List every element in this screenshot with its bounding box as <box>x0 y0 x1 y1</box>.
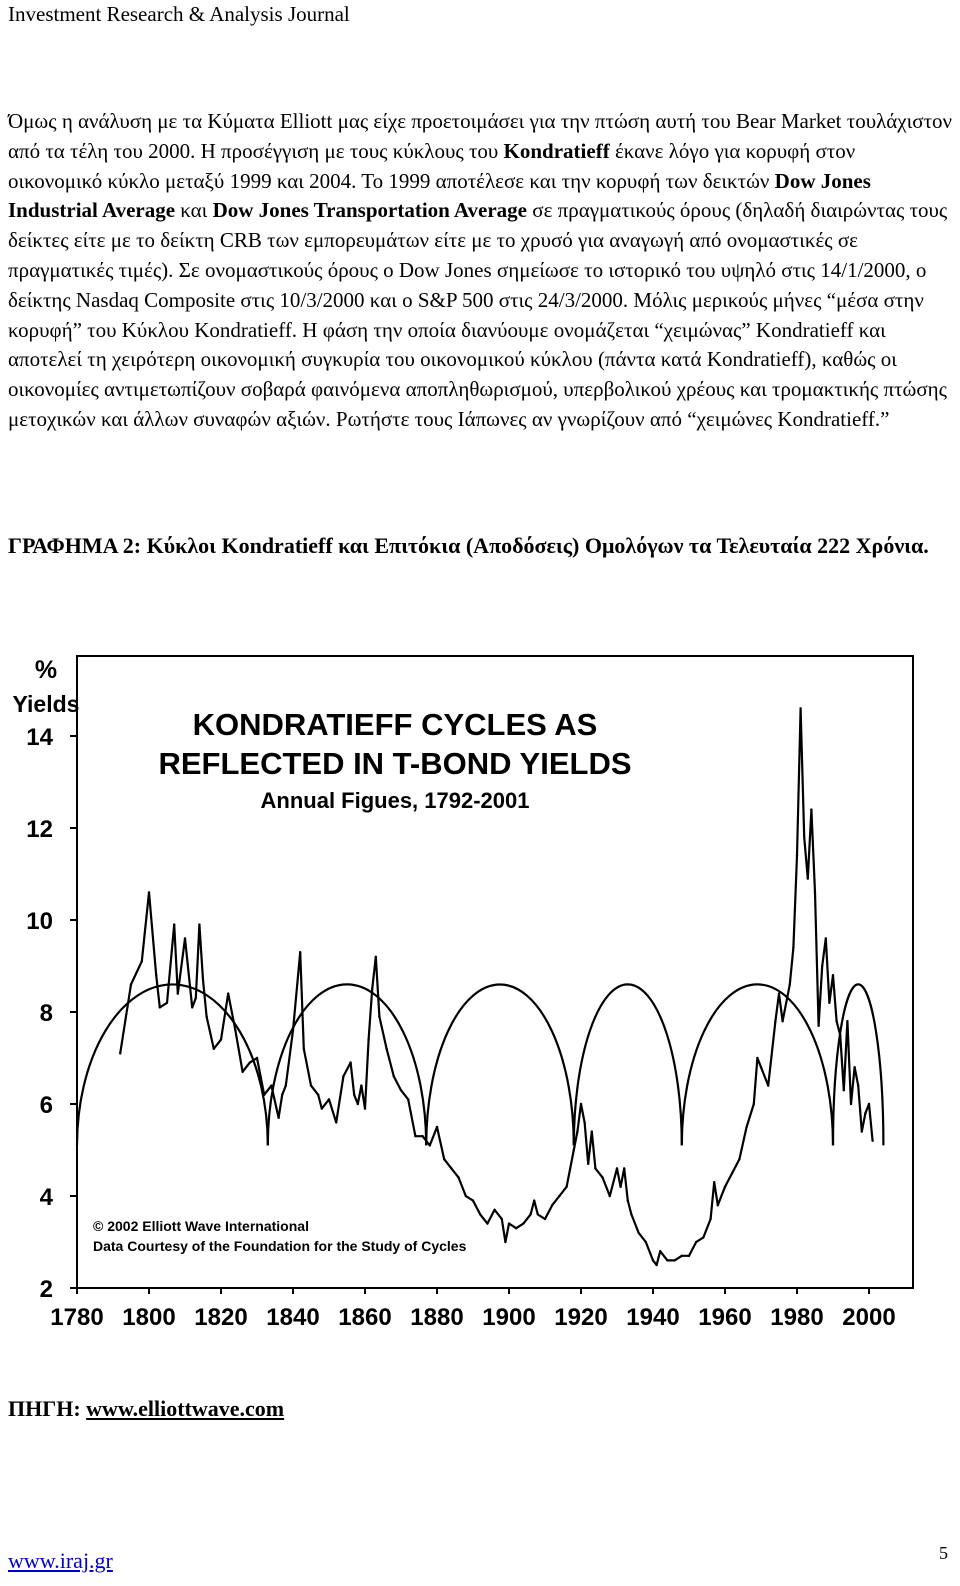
tbond-yield-point <box>623 1167 625 1169</box>
tbond-yield-point <box>342 1075 344 1077</box>
tbond-yield-point <box>846 1020 848 1022</box>
tbond-yield-point <box>843 1089 845 1091</box>
tbond-yield-point <box>515 1227 517 1229</box>
bold-djta: Dow Jones Transportation Average <box>212 198 527 223</box>
tbond-yield-point <box>659 1250 661 1252</box>
tbond-yield-point <box>861 1130 863 1132</box>
tbond-yield-point <box>871 1140 873 1142</box>
tbond-yield-point <box>673 1259 675 1261</box>
x-tick-label: 1960 <box>698 1304 752 1331</box>
tbond-yield-point <box>270 1084 272 1086</box>
tbond-yield-point <box>263 1094 265 1096</box>
tbond-yield-point <box>619 1186 621 1188</box>
tbond-yield-point <box>717 1204 719 1206</box>
tbond-yield-point <box>616 1167 618 1169</box>
tbond-yield-point <box>375 956 377 958</box>
tbond-yield-point <box>195 997 197 999</box>
tbond-yield-point <box>799 707 801 709</box>
tbond-yield-point <box>335 1121 337 1123</box>
tbond-yield-point <box>202 979 204 981</box>
chart-title-line-2: REFLECTED IN T-BOND YIELDS <box>158 746 632 781</box>
tbond-yield-point <box>580 1103 582 1105</box>
tbond-yield-point <box>159 1006 161 1008</box>
tbond-yield-point <box>835 1020 837 1022</box>
y-tick-label: 8 <box>39 1000 53 1027</box>
paragraph-text-1: Όμως η ανάλυση με τα Κύματα Elliott μας είχε προετοιμάσει για την πτώση αυτή του Bear Market τουλάχιστον από τα τέλη του 2000. Η προσέγγιση με τους κύκλους του <box>8 109 953 163</box>
tbond-yield-point <box>130 983 132 985</box>
tbond-yield-point <box>371 988 373 990</box>
y-tick-label: 14 <box>26 724 53 751</box>
chart-container <box>0 640 960 1345</box>
tbond-yield-point <box>573 1149 575 1151</box>
tbond-yield-point <box>558 1195 560 1197</box>
chart-credit-line-1: © 2002 Elliott Wave International <box>93 1218 309 1234</box>
tbond-yield-point <box>709 1218 711 1220</box>
tbond-yield-point <box>414 1135 416 1137</box>
tbond-yield-point <box>385 1048 387 1050</box>
tbond-yield-point <box>828 1002 830 1004</box>
tbond-yield-point <box>760 1066 762 1068</box>
tbond-yield-point <box>767 1084 769 1086</box>
tbond-yield-point <box>630 1213 632 1215</box>
tbond-yield-point <box>184 937 186 939</box>
tbond-yield-point <box>807 877 809 879</box>
x-tick-label: 1860 <box>338 1304 392 1331</box>
x-tick-label: 2000 <box>842 1304 896 1331</box>
source-line <box>8 1396 284 1422</box>
tbond-yield-point <box>803 836 805 838</box>
tbond-yield-point <box>400 1089 402 1091</box>
tbond-yield-point <box>407 1098 409 1100</box>
chart-credit-line-2: Data Courtesy of the Foundation for the Study of Cycles <box>93 1238 467 1254</box>
tbond-yield-point <box>321 1107 323 1109</box>
tbond-yield-point <box>504 1241 506 1243</box>
tbond-yield-point <box>378 1015 380 1017</box>
tbond-yield-point <box>569 1167 571 1169</box>
tbond-yield-point <box>173 923 175 925</box>
tbond-yield-point <box>443 1158 445 1160</box>
tbond-yield-point <box>645 1241 647 1243</box>
tbond-yield-point <box>493 1209 495 1211</box>
x-tick-label: 1900 <box>482 1304 536 1331</box>
tbond-yield-point <box>702 1236 704 1238</box>
tbond-yield-point <box>281 1094 283 1096</box>
tbond-yield-point <box>119 1052 121 1054</box>
body-paragraph <box>8 107 952 435</box>
tbond-yield-point <box>234 1029 236 1031</box>
x-tick-label: 1880 <box>410 1304 464 1331</box>
tbond-yield-point <box>457 1176 459 1178</box>
tbond-yield-point <box>249 1061 251 1063</box>
tbond-yield-point <box>529 1213 531 1215</box>
tbond-yield-point <box>349 1061 351 1063</box>
tbond-yield-point <box>328 1098 330 1100</box>
tbond-yield-point <box>429 1144 431 1146</box>
tbond-yield-point <box>166 1002 168 1004</box>
tbond-yield-point <box>731 1172 733 1174</box>
tbond-yield-point <box>853 1066 855 1068</box>
tbond-yield-point <box>537 1213 539 1215</box>
tbond-yield-point <box>756 1057 758 1059</box>
tbond-yield-point <box>256 1057 258 1059</box>
tbond-yield-point <box>450 1167 452 1169</box>
tbond-yield-point <box>198 923 200 925</box>
bold-djia: Dow Jones Industrial Average <box>8 168 871 223</box>
tbond-yield-point <box>148 891 150 893</box>
tbond-yield-point <box>299 951 301 953</box>
tbond-yield-point <box>591 1130 593 1132</box>
y-tick-label: 10 <box>26 908 53 935</box>
tbond-yield-point <box>191 1006 193 1008</box>
tbond-yield-point <box>810 808 812 810</box>
tbond-yield-point <box>360 1084 362 1086</box>
tbond-yield-point <box>745 1126 747 1128</box>
tbond-yield-point <box>479 1213 481 1215</box>
tbond-yield-point <box>155 974 157 976</box>
tbond-yield-point <box>367 1038 369 1040</box>
tbond-yield-point <box>522 1222 524 1224</box>
tbond-yield-point <box>724 1186 726 1188</box>
tbond-yield-point <box>652 1259 654 1261</box>
tbond-yield-point <box>587 1163 589 1165</box>
tbond-yield-point <box>472 1199 474 1201</box>
tbond-yield-point <box>681 1255 683 1257</box>
tbond-yield-point <box>594 1167 596 1169</box>
tbond-yield-point <box>486 1222 488 1224</box>
x-tick-label: 1940 <box>626 1304 680 1331</box>
figure-caption: ΓΡΑΦΗΜΑ 2: Κύκλοι Kondratieff και Επιτόκια (Αποδόσεις) Ομολόγων τα Τελευταία 222 Χρόνια. <box>8 533 929 558</box>
tbond-yield-point <box>789 983 791 985</box>
tbond-yield-point <box>825 937 827 939</box>
tbond-yield-point <box>421 1135 423 1137</box>
tbond-yield-point <box>637 1232 639 1234</box>
tbond-yield-point <box>436 1126 438 1128</box>
x-tick-label: 1980 <box>770 1304 824 1331</box>
tbond-yield-point <box>501 1218 503 1220</box>
source-label: ΠΗΓΗ: <box>8 1396 81 1421</box>
paragraph-text-2: έκανε λόγο για κορυφή στον οικονομικό κύκλο μεταξύ 1999 και 2004. Το 1999 αποτέλεσε και την κορυφή των δεικτών <box>8 138 856 193</box>
kondratieff-chart <box>0 640 960 1345</box>
tbond-yield-point <box>141 960 143 962</box>
tbond-yield-point <box>601 1176 603 1178</box>
y-tick-label: 6 <box>39 1092 53 1119</box>
tbond-yield-point <box>814 891 816 893</box>
tbond-yield-point <box>688 1255 690 1257</box>
tbond-yield-point <box>666 1259 668 1261</box>
paragraph-text-4: σε πραγματικούς όρους (δηλαδή διαιρώντας τους δείκτες είτε με το δείκτη CRB των εμπορευμάτων είτε με το χρυσό για αναγωγή από ονομαστικές σε πραγματικές τιμές). Σε ονομαστικούς όρους ο Dow Jones σημείωσε το ιστορικό του υψηλό στις 14/1/2000, ο δείκτης Nasdaq Composite στις 10/3/2000 και ο S&P 500 στις 24/3/2000. Μόλις μερικούς μήνες “μέσα στην κορυφή” του Κύκλου Kondratieff. Η φάση την οποία διανύουμε ονομάζεται “χειμώνας” Kondratieff και αποτελεί τη χειρότερη οικονομική συγκυρία του οικονομικού κύκλου (πάντα κατά Kondratieff), καθώς οι οικονομίες αντιμετωπίζουν σοβαρά φαινόμενα αποπληθωρισμού, υπερβολικού χρέους και τρομακτικής πτώσης μετοχικών και άλλων συναφών αξιών. Ρωτήστε τους Ιάπωνες αν γνωρίζουν από “χειμώνες Kondratieff.” <box>8 198 948 431</box>
x-tick-label: 1840 <box>266 1304 320 1331</box>
tbond-yield-point <box>357 1103 359 1105</box>
tbond-yield-point <box>227 992 229 994</box>
tbond-yield-point <box>695 1241 697 1243</box>
y-tick-label: 2 <box>39 1276 53 1303</box>
tbond-yield-point <box>241 1071 243 1073</box>
footer-website-link[interactable]: www.iraj.gr <box>8 1548 113 1573</box>
tbond-yield-point <box>551 1204 553 1206</box>
tbond-yield-point <box>393 1075 395 1077</box>
tbond-yield-point <box>292 1029 294 1031</box>
tbond-yield-point <box>213 1048 215 1050</box>
tbond-yield-point <box>817 1025 819 1027</box>
y-tick-label: 12 <box>26 816 53 843</box>
journal-header: Investment Research & Analysis Journal <box>8 2 350 26</box>
tbond-yield-point <box>850 1103 852 1105</box>
tbond-yield-point <box>738 1158 740 1160</box>
tbond-yield-point <box>177 992 179 994</box>
tbond-yield-point <box>796 854 798 856</box>
x-tick-label: 1800 <box>122 1304 176 1331</box>
tbond-yield-point <box>821 965 823 967</box>
tbond-yield-point <box>576 1130 578 1132</box>
chart-title-line-1: KONDRATIEFF CYCLES AS <box>192 707 598 742</box>
tbond-yield-point <box>778 992 780 994</box>
tbond-yield-point <box>565 1186 567 1188</box>
tbond-yield-point <box>220 1038 222 1040</box>
chart-subtitle: Annual Figues, 1792-2001 <box>260 788 530 813</box>
tbond-yield-point <box>774 1020 776 1022</box>
tbond-yield-point <box>205 1015 207 1017</box>
tbond-yield-point <box>864 1112 866 1114</box>
tbond-yield-point <box>465 1195 467 1197</box>
tbond-yield-point <box>781 1020 783 1022</box>
y-axis-label-yields: Yields <box>12 691 80 717</box>
x-tick-label: 1920 <box>554 1304 608 1331</box>
tbond-yield-point <box>364 1107 366 1109</box>
source-link[interactable]: www.elliottwave.com <box>86 1396 285 1421</box>
tbond-yield-point <box>753 1103 755 1105</box>
page-number: 5 <box>939 1543 948 1563</box>
tbond-yield-point <box>310 1084 312 1086</box>
tbond-yield-point <box>832 974 834 976</box>
tbond-yield-point <box>303 1048 305 1050</box>
y-tick-label: 4 <box>39 1184 53 1211</box>
tbond-yield-point <box>508 1222 510 1224</box>
tbond-yield-point <box>655 1264 657 1266</box>
paragraph-text-3: και <box>175 198 213 223</box>
tbond-yield-point <box>285 1084 287 1086</box>
x-tick-label: 1780 <box>50 1304 104 1331</box>
tbond-yield-point <box>277 1117 279 1119</box>
tbond-yield-point <box>713 1181 715 1183</box>
tbond-yield-point <box>868 1103 870 1105</box>
tbond-yield-point <box>857 1084 859 1086</box>
x-tick-label: 1820 <box>194 1304 248 1331</box>
tbond-yield-point <box>627 1199 629 1201</box>
tbond-yield-point <box>583 1121 585 1123</box>
tbond-yield-point <box>609 1195 611 1197</box>
tbond-yield-point <box>317 1094 319 1096</box>
tbond-yield-point <box>353 1094 355 1096</box>
tbond-yield-point <box>544 1218 546 1220</box>
tbond-yield-point <box>533 1199 535 1201</box>
tbond-yield-point <box>839 1034 841 1036</box>
bold-kondratieff: Kondratieff <box>503 138 610 163</box>
tbond-yield-point <box>792 946 794 948</box>
y-axis-label-percent: % <box>34 656 58 684</box>
